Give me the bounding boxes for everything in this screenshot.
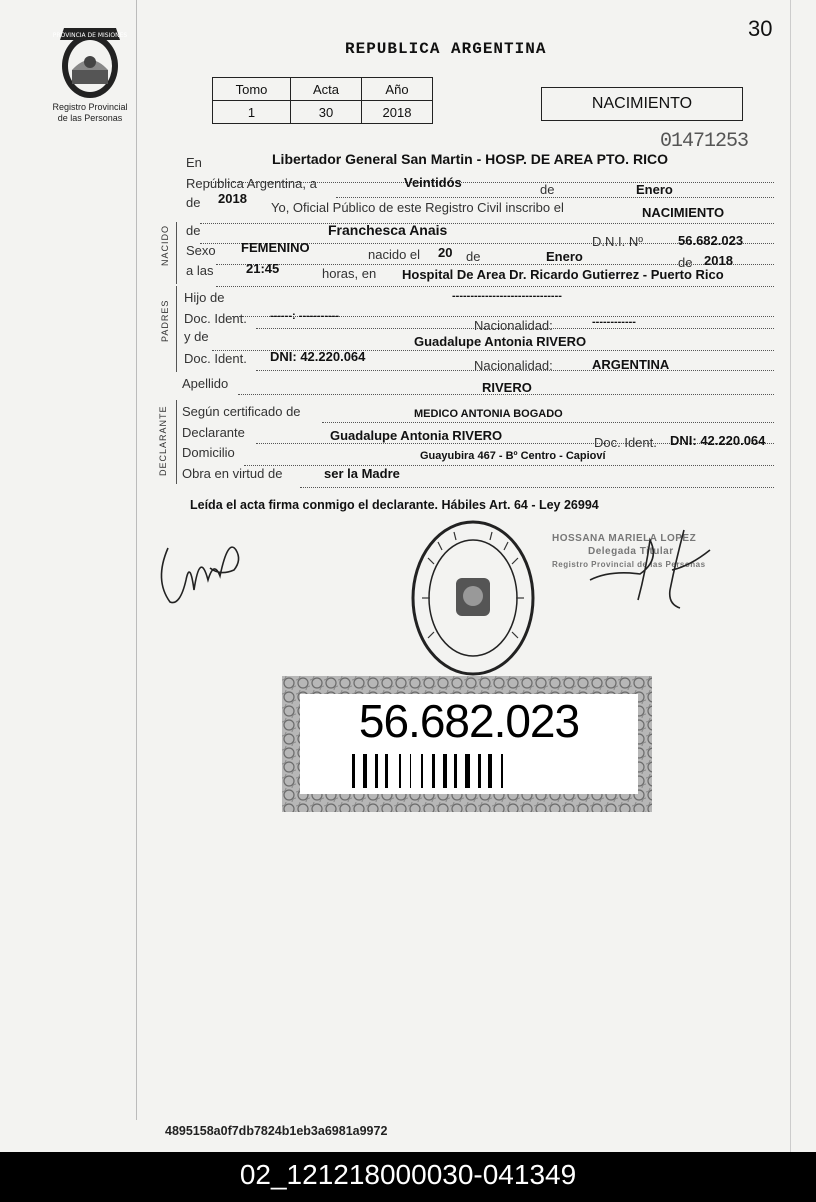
record-table — [212, 77, 433, 124]
page-number: 30 — [748, 16, 773, 41]
barcode-bar — [478, 754, 481, 788]
time-value: 21:45 — [246, 261, 280, 276]
barcode — [352, 754, 574, 788]
barcode-bar — [501, 754, 503, 788]
place-value: Libertador General San Martin - HOSP. DE AREA PTO. RICO — [272, 151, 668, 167]
section-divider — [176, 400, 177, 484]
document-hash: 4895158a0f7db7824b1eb3a6981a9972 — [165, 1124, 388, 1138]
barcode-bar — [363, 754, 367, 788]
closing-note: Leída el acta firma conmigo el declarante. Hábiles Art. 64 - Ley 26994 — [190, 498, 599, 512]
sexo-value: FEMENINO — [241, 240, 310, 255]
horas-label: horas, en — [322, 266, 377, 281]
dni-sticker-number: 56.682.023 — [358, 695, 580, 747]
province-coat-of-arms — [50, 20, 130, 100]
father-nationality-label: Nacionalidad: — [474, 318, 553, 333]
nacido-section-label: NACIDO — [160, 224, 170, 266]
de-label-3: de — [678, 255, 693, 270]
birth-place-value: Hospital De Area Dr. Ricardo Gutierrez - Puerto Rico — [402, 267, 724, 282]
record-header-tomo: Tomo — [213, 78, 291, 101]
record-value-anio: 2018 — [362, 101, 433, 124]
birth-year-value: 2018 — [704, 253, 733, 268]
barcode-bar — [399, 754, 401, 788]
dotted-line — [200, 223, 774, 224]
declarante-doc-label: Doc. Ident. — [594, 435, 657, 450]
child-name-value: Franchesca Anais — [328, 222, 448, 238]
dotted-line — [322, 422, 774, 423]
declarante-section-label: DECLARANTE — [158, 405, 168, 476]
y-de-label: y de — [184, 329, 209, 344]
domicilio-value: Guayubira 467 - Bº Centro - Capioví — [420, 450, 606, 462]
obra-value: ser la Madre — [324, 466, 400, 481]
official-office: Registro Provincial de las Personas — [552, 560, 706, 569]
declarante-label: Declarante — [182, 425, 245, 440]
footer-code: 02_121218000030-041349 — [239, 1159, 577, 1190]
father-doc-label: Doc. Ident. — [184, 311, 247, 326]
serial-number: 01471253 — [660, 130, 749, 153]
father-nationality-value: ------------ — [592, 316, 636, 328]
apellido-label: Apellido — [182, 376, 229, 391]
domicilio-label: Domicilio — [182, 445, 235, 460]
declarant-signature — [150, 520, 250, 610]
barcode-bar — [465, 754, 470, 788]
cert-label: Según certificado de — [182, 404, 301, 419]
mother-doc-label: Doc. Ident. — [184, 351, 247, 366]
mother-nationality-label: Nacionalidad: — [474, 358, 553, 373]
dni-value: 56.682.023 — [678, 233, 744, 248]
page-title: REPUBLICA ARGENTINA — [345, 40, 547, 58]
page-margin-line — [136, 0, 137, 1120]
a-las-label: a las — [186, 263, 214, 278]
record-value-tomo: 1 — [213, 101, 291, 124]
dotted-line — [336, 197, 774, 198]
inscribe-text: Yo, Oficial Público de este Registro Civil inscribo el — [271, 200, 564, 215]
sexo-label: Sexo — [186, 243, 216, 258]
declarante-value: Guadalupe Antonia RIVERO — [330, 428, 503, 443]
mother-name-value: Guadalupe Antonia RIVERO — [414, 334, 587, 349]
republic-label: República Argentina, a — [186, 176, 317, 191]
mother-doc-value: DNI: 42.220.064 — [270, 349, 366, 364]
father-name-value: ------------------------------ — [452, 290, 562, 302]
cert-value: MEDICO ANTONIA BOGADO — [414, 408, 563, 420]
record-type-box: NACIMIENTO — [541, 87, 743, 121]
record-header-acta: Acta — [291, 78, 362, 101]
dni-label: D.N.I. Nº — [592, 234, 643, 249]
nacido-de-label: de — [186, 223, 201, 238]
de2-label: de — [186, 195, 201, 210]
barcode-bar — [410, 754, 411, 788]
record-value-acta: 30 — [291, 101, 362, 124]
record-header-anio: Año — [362, 78, 433, 101]
dotted-line — [300, 487, 774, 488]
father-doc-value: ------: ----------- — [270, 310, 339, 322]
mother-nationality-value: ARGENTINA — [592, 357, 670, 372]
logo-caption-line2: de las Personas — [57, 113, 123, 123]
official-role: Delegada Titular — [588, 546, 674, 557]
barcode-bar — [421, 754, 423, 788]
official-stamp — [408, 518, 538, 678]
event-value: NACIMIENTO — [642, 205, 725, 220]
year-value: 2018 — [218, 191, 247, 206]
barcode-bar — [352, 754, 355, 788]
logo-caption-line1: Registro Provincial — [52, 102, 128, 112]
declarante-doc-value: DNI: 42.220.064 — [670, 433, 766, 448]
barcode-bar — [443, 754, 447, 788]
official-name: HOSSANA MARIELA LOPEZ — [552, 533, 697, 544]
dotted-line — [216, 286, 774, 287]
hijo-de-label: Hijo de — [184, 290, 225, 305]
section-divider — [176, 222, 177, 284]
de-label-2: de — [466, 249, 481, 264]
section-divider — [176, 286, 177, 372]
logo-text: PROVINCIA DE MISIONES — [52, 32, 128, 39]
de-label: de — [540, 182, 555, 197]
day-value: Veintidós — [404, 175, 462, 190]
obra-label: Obra en virtud de — [182, 466, 283, 481]
logo-caption — [30, 102, 150, 124]
apellido-value: RIVERO — [482, 380, 532, 395]
barcode-bar — [488, 754, 492, 788]
birth-day-value: 20 — [438, 245, 453, 260]
month-value: Enero — [636, 182, 673, 197]
barcode-bar — [432, 754, 435, 788]
barcode-bar — [454, 754, 457, 788]
nacido-el-label: nacido el — [368, 247, 421, 262]
official-signature — [580, 520, 720, 620]
page-edge-line — [790, 0, 791, 1152]
birth-month-value: Enero — [546, 249, 583, 264]
barcode-bar — [375, 754, 378, 788]
padres-section-label: PADRES — [160, 299, 170, 342]
en-label: En — [186, 155, 202, 170]
barcode-bar — [385, 754, 388, 788]
